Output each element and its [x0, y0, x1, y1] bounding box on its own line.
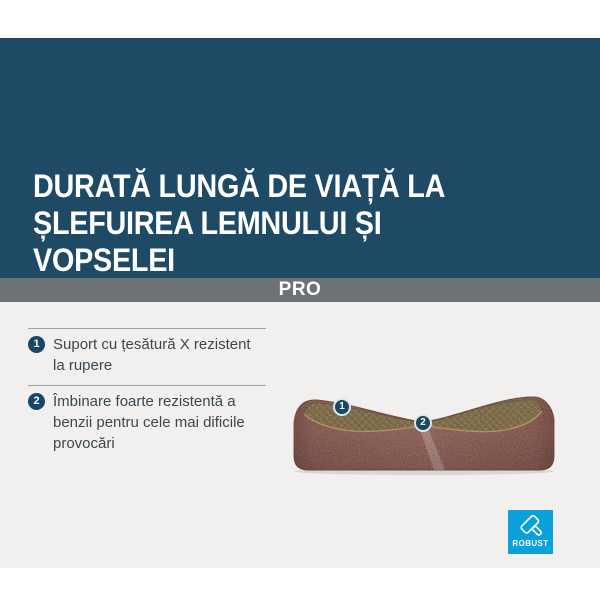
list-item	[28, 328, 266, 385]
feature-number-badge: 2	[28, 393, 45, 410]
page-title	[33, 168, 501, 279]
sanding-belt-image	[290, 392, 558, 476]
robust-badge-label: ROBUST	[512, 539, 549, 548]
image-callout-2: 2	[414, 414, 432, 432]
hero-section	[0, 38, 600, 278]
pro-banner: PRO	[0, 278, 600, 302]
robust-badge	[508, 510, 553, 554]
feature-text: Îmbinare foarte rezistentă a benzii pentru cele mai dificile provocări	[53, 393, 245, 452]
page-title-line-1: DURATĂ LUNGĂ DE VIAȚĂ LA	[33, 168, 446, 204]
feature-number-badge: 1	[28, 336, 45, 353]
page-title-line-2: ȘLEFUIREA LEMNULUI ȘI	[33, 205, 382, 241]
list-item	[28, 385, 266, 463]
page-title-line-3: VOPSELEI	[33, 242, 175, 278]
feature-text: Suport cu țesătură X rezistent la rupere	[53, 336, 251, 374]
feature-list	[28, 328, 266, 463]
mallet-icon	[517, 512, 544, 539]
image-callout-1: 1	[333, 398, 351, 416]
